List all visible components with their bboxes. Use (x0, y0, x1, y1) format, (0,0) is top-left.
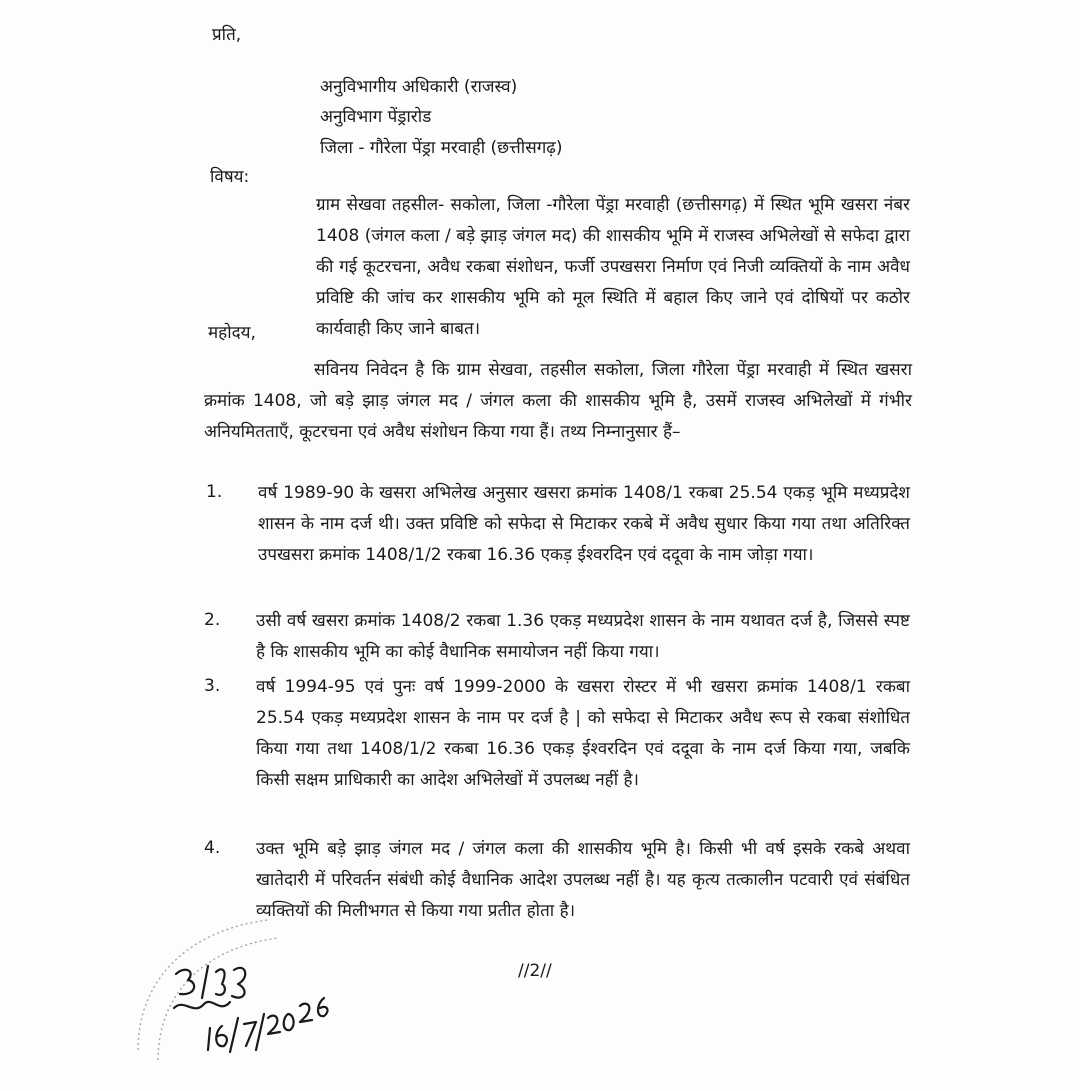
point-number: 4. (204, 838, 221, 858)
point-text: उक्त भूमि बड़े झाड़ जंगल मद / जंगल कला की शासकीय भूमि है। किसी भी वर्ष इसके रकबे अथवा खातेदारी में परिवर्तन संबंधी कोई वैधानिक आदेश उपलब्ध नहीं है। यह कृत्य तत्कालीन पटवारी एवं संबंधित व्यक्तियों की मिलीभगत से किया गया प्रतीत होता है। (256, 839, 910, 921)
page-marker: //2// (518, 961, 552, 981)
subject-text: ग्राम सेखवा तहसील- सकोला, जिला -गौरेला पेंड्रा मरवाही (छत्तीसगढ़) में स्थित भूमि खसरा नंबर 1408 (जंगल कला / बड़े झाड़ जंगल मद) की शासकीय भूमि में राजस्व अभिलेखों से सफेदा द्वारा की गई कूटरचना, अवैध रकबा संशोधन, फर्जी उपखसरा निर्माण एवं निजी व्यक्तियों के नाम अवैध प्रविष्टि की जांच कर शासकीय भूमि को मूल स्थिति में बहाल किए जाने एवं दोषियों पर कठोर कार्यवाही किए जाने बाबत। (316, 195, 910, 339)
intro-paragraph: सविनय निवेदन है कि ग्राम सेखवा, तहसील सकोला, जिला गौरेला पेंड्रा मरवाही में स्थित खसरा क्रमांक 1408, जो बड़े झाड़ जंगल मद / जंगल कला की शासकीय भूमि है, उसमें राजस्व अभिलेखों में गंभीर अनियमितताएँ, कूटरचना एवं अवैध संशोधन किया गया हैं। तथ्य निम्नानुसार हैं– (204, 360, 912, 442)
address-line-3: जिला - गौरेला पेंड्रा मरवाही (छत्तीसगढ़) (320, 138, 563, 158)
point-number: 1. (206, 482, 223, 502)
point-text: उसी वर्ष खसरा क्रमांक 1408/2 रकबा 1.36 एकड़ मध्यप्रदेश शासन के नाम यथावत दर्ज है, जिससे स्पष्ट है कि शासकीय भूमि का कोई वैधानिक समायोजन नहीं किया गया। (256, 611, 910, 662)
point-text: वर्ष 1989-90 के खसरा अभिलेख अनुसार खसरा क्रमांक 1408/1 रकबा 25.54 एकड़ भूमि मध्यप्रदेश शासन के नाम दर्ज थी। उक्त प्रविष्टि को सफेदा से मिटाकर रकबे में अवैध सुधार किया गया तथा अतिरिक्त उपखसरा क्रमांक 1408/1/2 रकबा 16.36 एकड़ ईश्वरदिन एवं ददूवा के नाम जोड़ा गया। (258, 483, 910, 565)
point-text: वर्ष 1994-95 एवं पुनः वर्ष 1999-2000 के खसरा रोस्टर में भी खसरा क्रमांक 1408/1 रकबा 25.54 एकड़ मध्यप्रदेश शासन के नाम पर दर्ज है | को सफेदा से मिटाकर अवैध रूप से रकबा संशोधित किया गया तथा 1408/1/2 रकबा 16.36 एकड़ ईश्वरदिन एवं ददूवा के नाम दर्ज किया गया, जबकि किसी सक्षम प्राधिकारी का आदेश अभिलेखों में उपलब्ध नहीं है। (256, 677, 910, 790)
handwritten-signature (118, 900, 348, 1070)
point-number: 3. (204, 676, 221, 696)
salutation: महोदय, (208, 323, 256, 343)
address-line-1: अनुविभागीय अधिकारी (राजस्व) (320, 77, 518, 97)
point-number: 2. (204, 610, 221, 630)
prati-text: प्रति, (212, 25, 242, 45)
address-line-2: अनुविभाग पेंड्रारोड (320, 107, 432, 127)
subject-label: विषय: (210, 167, 250, 187)
